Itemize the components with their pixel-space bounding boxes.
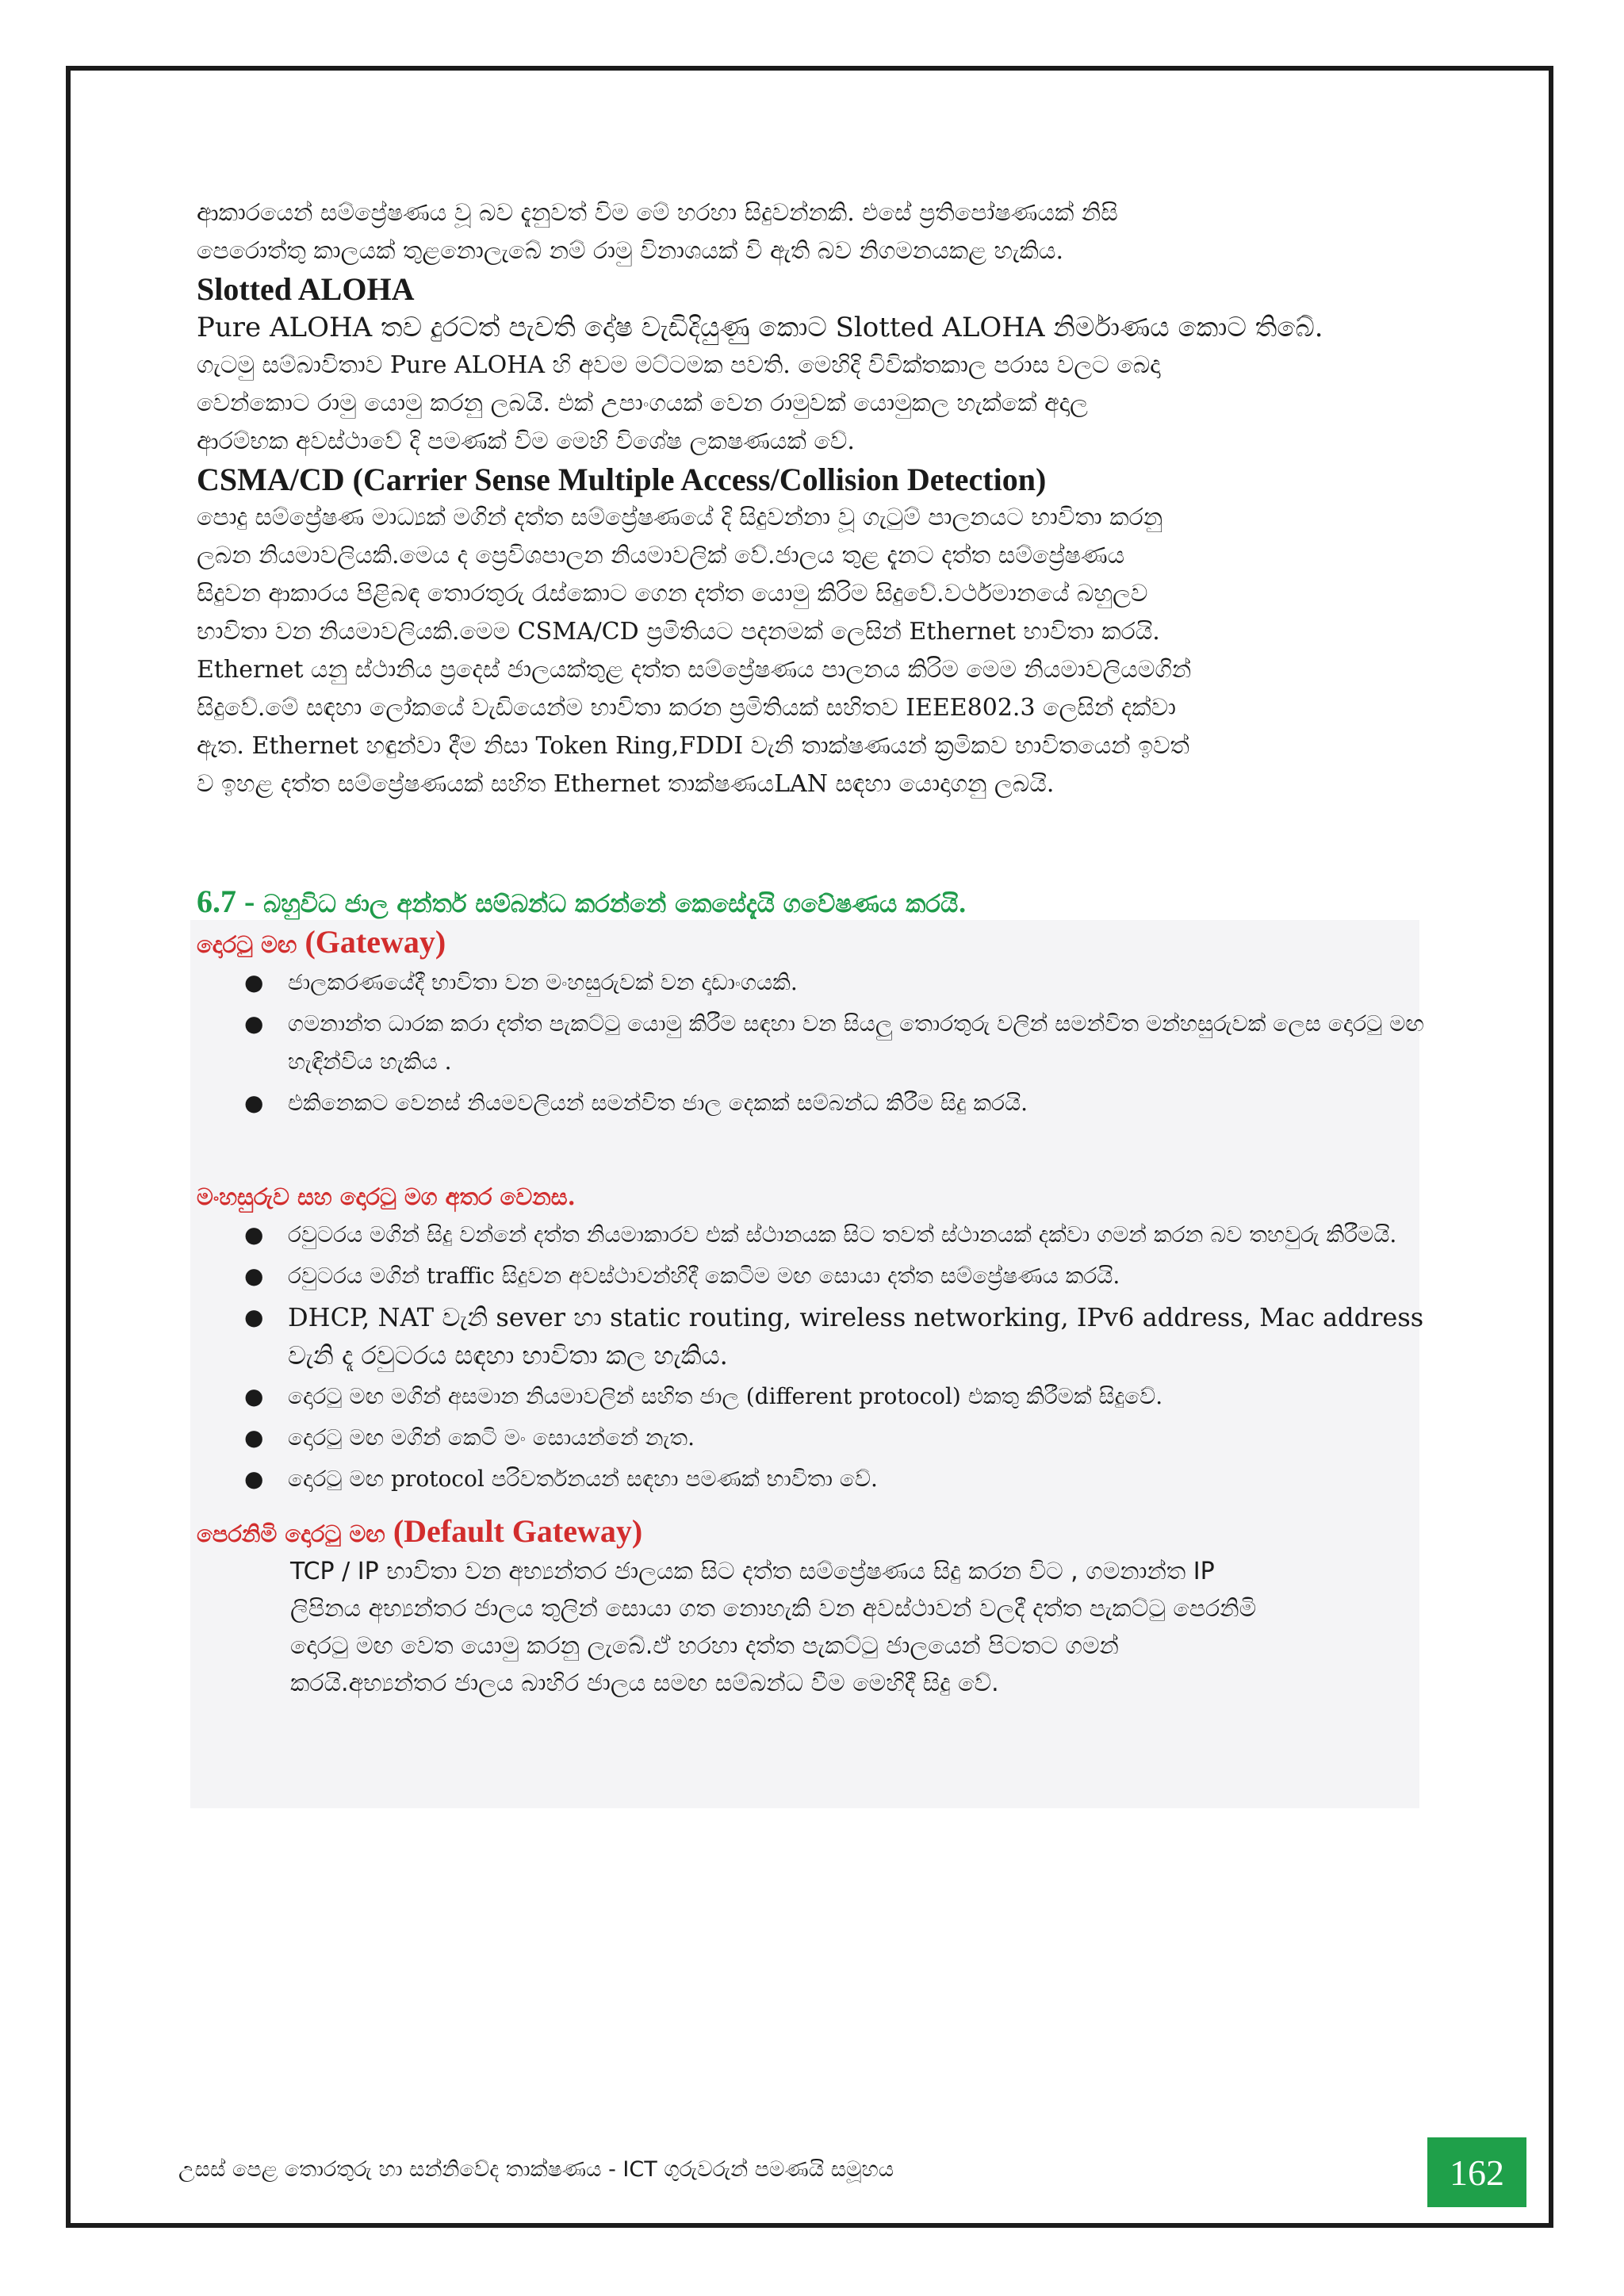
list-item bbox=[244, 964, 1430, 1002]
difference-list bbox=[197, 1216, 1430, 1498]
gateway-list bbox=[197, 964, 1430, 1122]
slotted-line: ආරම්භක අවස්ථාවේ දි පමණක් විම මෙහි විශේෂ ලකෂණයක් වේ. bbox=[197, 427, 855, 455]
default-gateway-heading bbox=[197, 1512, 1430, 1553]
list-item-text: එකිනෙකට වෙනස් නියමවලියන් සමන්විත ජාල දෙකක් සම්බන්ධ කිරීම සිදු කරයි. bbox=[288, 1090, 1028, 1116]
section-title bbox=[197, 883, 1430, 923]
slotted-aloha-heading: Slotted ALOHA bbox=[197, 271, 415, 307]
list-item-text: දොරටු මඟ මගින් කෙටි මං සොයන්නේ නැත. bbox=[288, 1424, 695, 1451]
bullet-icon: ● bbox=[244, 1424, 264, 1451]
list-item bbox=[244, 1084, 1430, 1122]
page-number: 162 bbox=[1427, 2137, 1526, 2207]
csma-line: පොදු සම්ප්‍රේෂණ මාධ්‍යක් මගින් දත්ත සම්ප්‍රේෂණයේ දි සිදුවන්නා වූ ගැටුම් පාලනයට භාවිතා කරනු bbox=[197, 504, 1163, 531]
list-item-text: ජාලකරණයේදී භාවිතා වන මංහසුරුවක් වන දෘඩාංගයකි. bbox=[288, 969, 798, 995]
default-gateway-heading-en: (Default Gateway) bbox=[393, 1513, 643, 1549]
default-gateway-body bbox=[197, 1553, 1430, 1702]
csma-line: සිදුවන ආකාරය පිළිබඳ තොරතුරු රැස්කොට ගෙන දත්ත යොමු කිරිම සිදුවේ.වර්ථමානයේ බහුලව bbox=[197, 580, 1148, 608]
list-item-text: රවුටරය මගින් traffic සිදුවන අවස්ථාවන්හිදී කෙටිම මඟ සොයා දත්ත සම්ප්‍රේෂණය කරයි. bbox=[288, 1263, 1120, 1289]
bullet-icon: ● bbox=[244, 1304, 264, 1330]
bullet-icon: ● bbox=[244, 1466, 264, 1492]
difference-heading: මංහසුරුව සහ දොරටු මග අතර වෙනස. bbox=[197, 1183, 576, 1210]
page-content bbox=[197, 194, 1430, 1702]
default-gateway-heading-si: පෙරනිමි දොරටු මඟ bbox=[197, 1520, 385, 1547]
list-item-text: රවුටරය මගින් සිදු වන්නේ දත්ත නියමාකාරව එක් ස්ථානයක සිට තවත් ස්ථානයක් දක්වා ගමන් කරන බව තහවුරු කිරීමයි. bbox=[288, 1221, 1397, 1248]
list-item bbox=[244, 1419, 1430, 1457]
gateway-heading bbox=[197, 923, 1430, 964]
intro-line: ආකාරයෙන් සම්ප්‍රේෂණය වූ බව දැනුවත් විම මේ හරහා සිදුවන්නකි. එසේ ප්‍රතිපෝෂණයක් නිසි bbox=[197, 199, 1118, 227]
default-gateway-line: දොරටු මඟ වෙත යොමු කරනු ලැබේ.ඒ හරහා දත්ත පැකට්ටු ජාලයෙන් පිටතට ගමන් bbox=[290, 1632, 1119, 1660]
csma-line: සිදුවේ.මේ සඳහා ලෝකයේ වැඩියෙන්ම භාවිතා කරන ප්‍රමිතියක් සහිතව IEEE802.3 ලෙසින් දක්වා bbox=[197, 694, 1176, 722]
csma-line: ලබන නියමාවලියකි.මෙය ද ප්‍රෙවිශපාලන නියමාවලික් වේ.ජාලය තුළ දැනට දත්ත සම්ප්‍රේෂණය bbox=[197, 542, 1125, 569]
slotted-line: වෙන්කොට රාමු යොමු කරනු ලබයි. එක් උපාංගයක් වෙන රාමුවක් යොමුකල හැක්කේ අදාල bbox=[197, 389, 1088, 417]
csma-cd-heading: CSMA/CD (Carrier Sense Multiple Access/Collision Detection) bbox=[197, 462, 1047, 497]
bullet-icon: ● bbox=[244, 1263, 264, 1289]
list-item bbox=[244, 1005, 1430, 1081]
default-gateway-line: ලිපිනය අභ්‍යන්තර ජාලය තුලින් සොයා ගත නොහැකි වන අවස්ථාවන් වලදී දත්ත පැකට්ටු පෙරනිමි bbox=[290, 1595, 1257, 1623]
list-item bbox=[244, 1378, 1430, 1416]
list-item bbox=[244, 1298, 1430, 1374]
footer-text: උසස් පෙළ තොරතුරු හා සන්නිවේද තාක්ෂණය - ICT ගුරුවරුන් පමණයි සමූහය bbox=[178, 2157, 894, 2182]
intro-line: පෙරොත්තු කාලයක් තුළනොලැබේ නම් රාමු විනාශයක් වි ඇති බව නිගමනයකළ හැකිය. bbox=[197, 237, 1064, 265]
slotted-line: ගැටමු සම්බාවිතාව Pure ALOHA හි අවම මට්ටමක පවති. මෙහිදි විවික්තකාල පරාස වලට බෙදා bbox=[197, 351, 1161, 379]
list-item-text: දොරටු මඟ protocol පරිවර්තනයන් සඳහා පමණක් භාවිතා වේ. bbox=[288, 1466, 878, 1492]
bullet-icon: ● bbox=[244, 1010, 264, 1037]
csma-line: ඇත. Ethernet හඳුන්වා දීම නිසා Token Ring,FDDI වැනි තාක්ෂණයන් ක්‍රමිකව භාවිතයෙන් ඉවත් bbox=[197, 732, 1189, 760]
slotted-line: Pure ALOHA තව දුරටත් පැවති දෝෂ වැඩිදියුණු කොට Slotted ALOHA නිර්මාණය කොට තිබේ. bbox=[197, 312, 1323, 343]
bullet-icon: ● bbox=[244, 1383, 264, 1409]
csma-line: ව ඉහළ දත්ත සම්ප්‍රේෂණයක් සහිත Ethernet තාක්ෂණයLAN සඳහා යොදාගනු ලබයි. bbox=[197, 770, 1055, 798]
list-item bbox=[244, 1216, 1430, 1254]
gateway-heading-si: දොරටු මඟ bbox=[197, 931, 297, 958]
section-number: 6.7 - bbox=[197, 884, 255, 919]
bullet-icon: ● bbox=[244, 969, 264, 995]
list-item bbox=[244, 1257, 1430, 1295]
list-item-text: ගමනාන්ත ධාරක කරා දත්ත පැකට්ටු යොමු කිරීම සඳහා වන සියලු තොරතුරු වලින් සමන්විත මන්හසුරුවක් ලෙස දොරටු මඟ හැඳින්විය හැකිය . bbox=[288, 1010, 1424, 1075]
list-item-text: දොරටු මඟ මගින් අසමාන නියමාවලින් සහිත ජාල (different protocol) එකතු කිරීමක් සිදුවේ. bbox=[288, 1383, 1163, 1409]
default-gateway-line: TCP / IP භාවිතා වන අභ්‍යන්තර ජාලයක සිට දත්ත සම්ප්‍රේෂණය සිදු කරන විට , ගමනාන්ත IP bbox=[290, 1558, 1215, 1585]
list-item-text: DHCP, NAT වැනි sever හා static routing, wireless networking, IPv6 address, Mac address වැනි දෑ රවුටරය සඳහා භාවිතා කල හැකිය. bbox=[288, 1302, 1424, 1370]
bullet-icon: ● bbox=[244, 1221, 264, 1248]
bullet-icon: ● bbox=[244, 1090, 264, 1116]
section-title-text: බහුවිධ ජාල අන්තර් සම්බන්ධ කරන්නේ කෙසේදැයි ගවේෂණය කරයි. bbox=[263, 890, 967, 918]
csma-line: Ethernet යනු ස්ථානිය ප්‍රදෙස් ජාලයක්තුළ දත්ත සම්ප්‍රේෂණය පාලනය කිරිම මෙම නියමාවලියමගින් bbox=[197, 656, 1192, 684]
default-gateway-line: කරයි.අභ්‍යන්තර ජාලය බාහිර ජාලය සමඟ සම්බන්ධ වීම මෙහිදී සිදු වේ. bbox=[290, 1669, 999, 1697]
list-item bbox=[244, 1460, 1430, 1498]
csma-line: භාවිතා වන නියමාවලියකි.මෙම CSMA/CD ප්‍රමිතියට පදනමක් ලෙසින් Ethernet භාවිතා කරයි. bbox=[197, 618, 1160, 646]
gateway-heading-en: (Gateway) bbox=[304, 924, 446, 960]
